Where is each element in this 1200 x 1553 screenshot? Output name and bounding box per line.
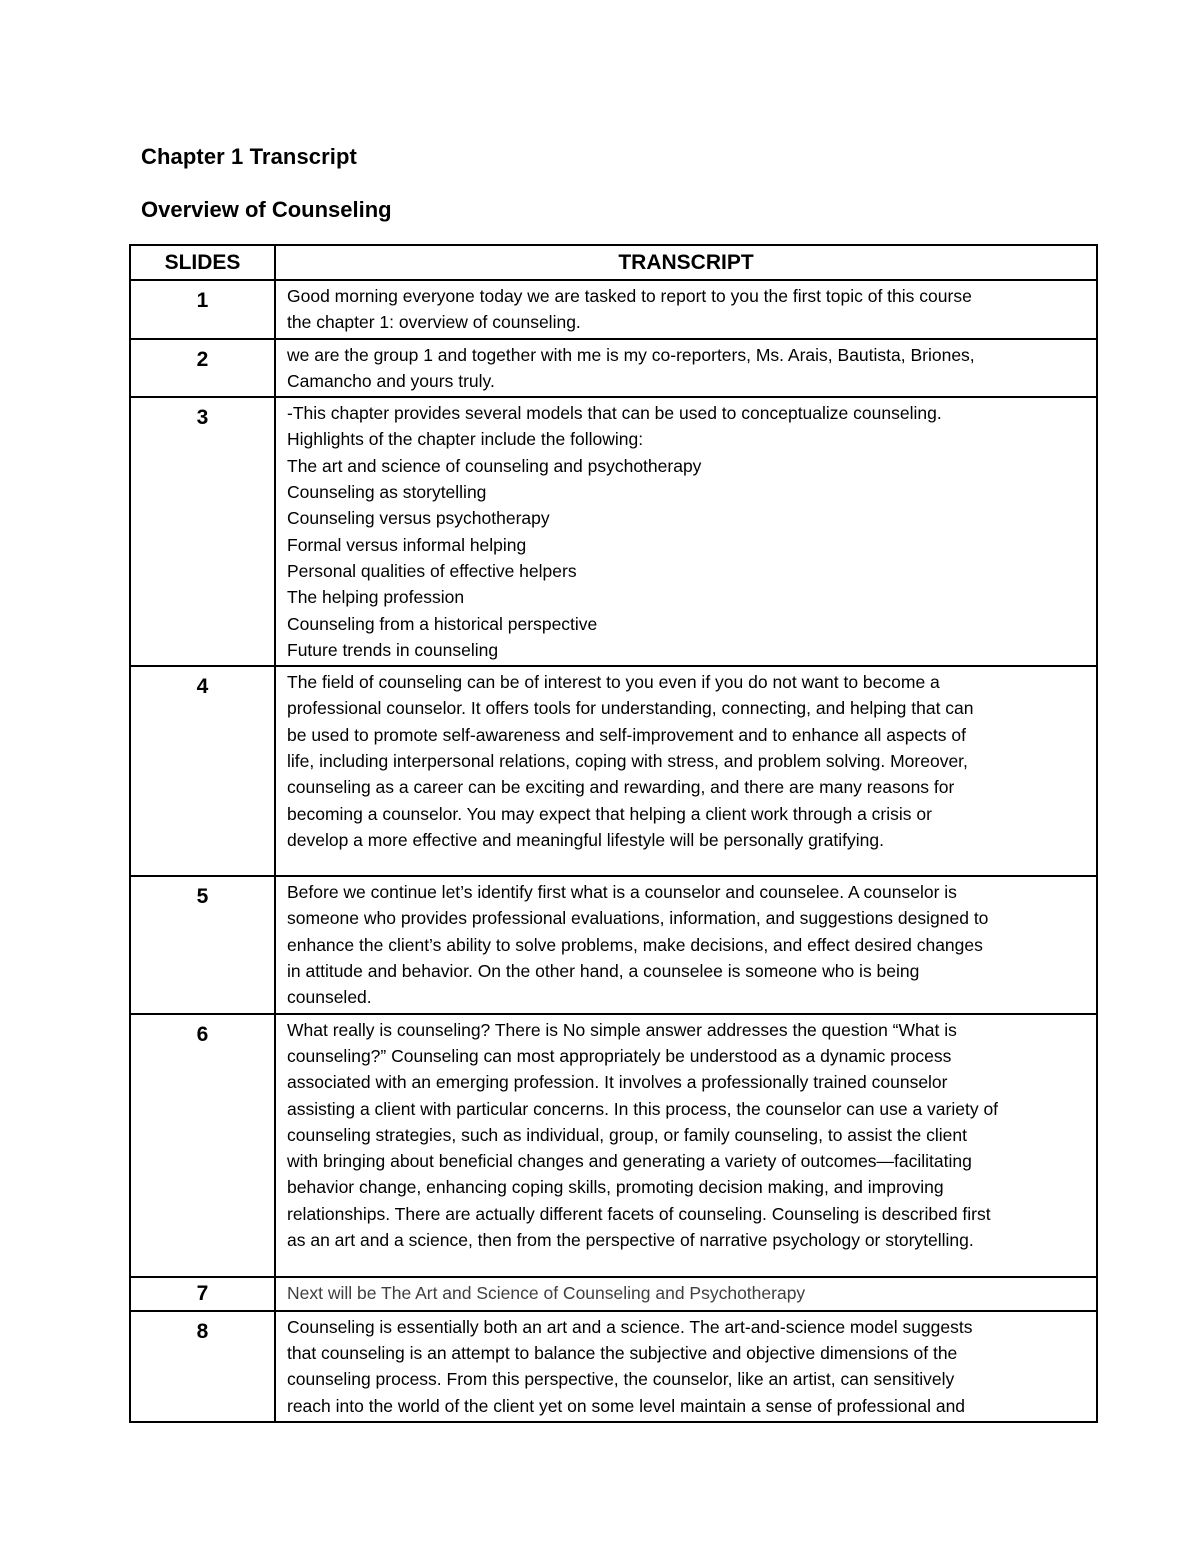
transcript-line: assisting a client with particular concerns. In this process, the counselor can use a variety of bbox=[287, 1098, 999, 1119]
transcript-line: in attitude and behavior. On the other hand, a counselee is someone who is being bbox=[287, 961, 920, 982]
transcript-line: relationships. There are actually different facets of counseling. Counseling is described first bbox=[287, 1203, 991, 1224]
transcript-table bbox=[129, 244, 1098, 1423]
transcript-line: counseling strategies, such as individual, group, or family counseling, to assist the client bbox=[287, 1124, 967, 1145]
table-row bbox=[130, 339, 1097, 398]
slides-column-header: SLIDES bbox=[130, 245, 275, 280]
transcript-line: be used to promote self-awareness and self-improvement and to enhance all aspects of bbox=[287, 724, 966, 745]
transcript-column-header: TRANSCRIPT bbox=[275, 245, 1097, 280]
transcript-line: with bringing about beneficial changes and generating a variety of outcomes—facilitating bbox=[287, 1151, 972, 1172]
slide-number: 4 bbox=[130, 666, 275, 876]
slide-number: 5 bbox=[130, 876, 275, 1013]
transcript-line: Personal qualities of effective helpers bbox=[287, 560, 577, 581]
transcript-line: enhance the client’s ability to solve problems, make decisions, and effect desired changes bbox=[287, 934, 983, 955]
transcript-line: reach into the world of the client yet on some level maintain a sense of professional and bbox=[287, 1395, 966, 1416]
transcript-line: Before we continue let’s identify first what is a counselor and counselee. A counselor is bbox=[287, 882, 957, 903]
table-row bbox=[130, 1311, 1097, 1422]
transcript-line: behavior change, enhancing coping skills, promoting decision making, and improving bbox=[287, 1177, 944, 1198]
table-header-row bbox=[130, 245, 1097, 280]
transcript-line: Good morning everyone today we are tasked to report to you the first topic of this course bbox=[287, 286, 972, 306]
transcript-line: counseling as a career can be exciting and rewarding, and there are many reasons for bbox=[287, 777, 955, 798]
transcript-line: Counseling as storytelling bbox=[287, 482, 487, 503]
table-row bbox=[130, 1014, 1097, 1277]
transcript-line: as an art and a science, then from the perspective of narrative psychology or storytelling. bbox=[287, 1230, 974, 1251]
document-subtitle: Overview of Counseling bbox=[141, 197, 392, 222]
transcript-cell bbox=[275, 280, 1097, 339]
document-title: Chapter 1 Transcript bbox=[141, 144, 357, 169]
transcript-line: The art and science of counseling and psychotherapy bbox=[287, 455, 702, 476]
transcript-line: counseling?” Counseling can most appropriately be understood as a dynamic process bbox=[287, 1045, 952, 1066]
transcript-line: The field of counseling can be of interest to you even if you do not want to become a bbox=[287, 672, 940, 693]
slide-number: 1 bbox=[130, 280, 275, 339]
transcript-line: counseled. bbox=[287, 987, 372, 1008]
transcript-cell bbox=[275, 876, 1097, 1013]
table-row bbox=[130, 876, 1097, 1013]
transcript-line: Camancho and yours truly. bbox=[287, 370, 495, 391]
transcript-cell bbox=[275, 397, 1097, 666]
table-row bbox=[130, 280, 1097, 339]
transcript-line: Counseling from a historical perspective bbox=[287, 613, 598, 634]
transcript-line: becoming a counselor. You may expect that helping a client work through a crisis or bbox=[287, 803, 932, 824]
transcript-line: Next will be The Art and Science of Counseling and Psychotherapy bbox=[287, 1282, 806, 1303]
slide-number: 8 bbox=[130, 1311, 275, 1422]
slide-number: 7 bbox=[130, 1277, 275, 1311]
transcript-line: we are the group 1 and together with me is my co-reporters, Ms. Arais, Bautista, Briones, bbox=[287, 344, 975, 365]
transcript-line: Counseling is essentially both an art and a science. The art-and-science model suggests bbox=[287, 1316, 973, 1337]
transcript-line: Counseling versus psychotherapy bbox=[287, 508, 550, 529]
transcript-line: develop a more effective and meaningful lifestyle will be personally gratifying. bbox=[287, 829, 884, 850]
table-row bbox=[130, 1277, 1097, 1311]
transcript-line: counseling process. From this perspective, the counselor, like an artist, can sensitively bbox=[287, 1369, 955, 1390]
transcript-line: The helping profession bbox=[287, 587, 465, 608]
table-row bbox=[130, 397, 1097, 666]
transcript-line: life, including interpersonal relations, coping with stress, and problem solving. Moreover, bbox=[287, 751, 968, 772]
transcript-line: Future trends in counseling bbox=[287, 639, 499, 660]
transcript-cell bbox=[275, 1277, 1097, 1311]
transcript-line: someone who provides professional evaluations, information, and suggestions designed to bbox=[287, 908, 989, 929]
transcript-line: associated with an emerging profession. It involves a professionally trained counselor bbox=[287, 1072, 948, 1093]
table-row bbox=[130, 666, 1097, 876]
transcript-cell bbox=[275, 1014, 1097, 1277]
transcript-cell bbox=[275, 666, 1097, 876]
slide-number: 3 bbox=[130, 397, 275, 666]
transcript-line: What really is counseling? There is No simple answer addresses the question “What is bbox=[287, 1019, 957, 1040]
slide-number: 2 bbox=[130, 339, 275, 398]
transcript-line: professional counselor. It offers tools for understanding, connecting, and helping that can bbox=[287, 698, 974, 719]
transcript-cell bbox=[275, 1311, 1097, 1422]
transcript-line: Formal versus informal helping bbox=[287, 534, 527, 555]
transcript-line: the chapter 1: overview of counseling. bbox=[287, 312, 581, 333]
transcript-line: -This chapter provides several models that can be used to conceptualize counseling. bbox=[287, 403, 942, 424]
slide-number: 6 bbox=[130, 1014, 275, 1277]
transcript-line: that counseling is an attempt to balance the subjective and objective dimensions of the bbox=[287, 1342, 958, 1363]
transcript-line: Highlights of the chapter include the following: bbox=[287, 429, 644, 450]
transcript-cell bbox=[275, 339, 1097, 398]
